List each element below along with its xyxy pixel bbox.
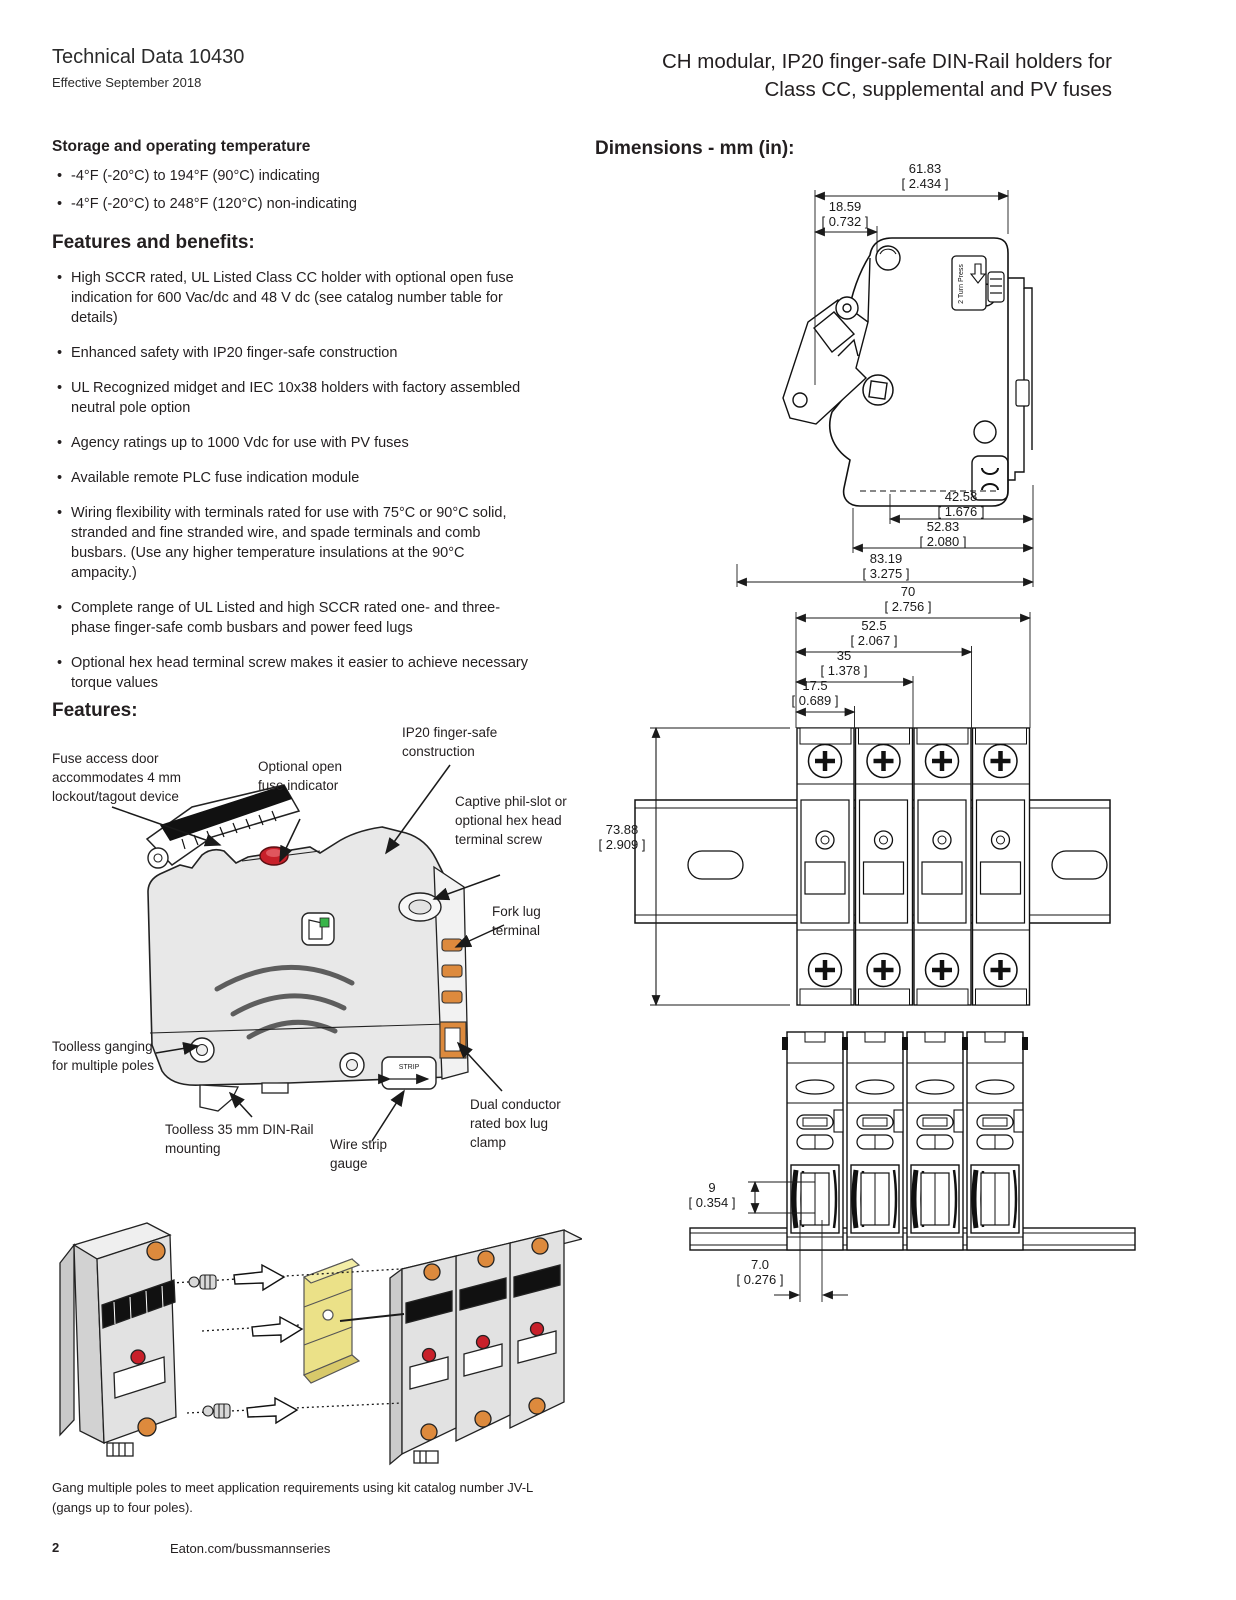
list-item: • Complete range of UL Listed and high SCCR rated one- and three-phase finger-safe comb busbars and power feed lugs <box>71 598 530 638</box>
single-pole-holder <box>60 1223 176 1456</box>
dimensions-heading: Dimensions - mm (in): <box>595 138 795 159</box>
turn-press-text: 2 Turn Press <box>958 264 965 304</box>
list-item: • UL Recognized midget and IEC 10x38 holders with factory assembled neutral pole option <box>71 378 530 418</box>
indicator-icon <box>302 913 334 945</box>
features-diagram <box>52 727 580 1187</box>
dim-door-offset: 18.59 [ 0.732 ] <box>821 199 869 229</box>
features-benefits-list <box>52 268 530 693</box>
ganging-illustration <box>52 1185 582 1475</box>
fuse-holder-modules-bottom <box>782 1032 1028 1250</box>
three-pole-block <box>390 1230 582 1464</box>
label-captive-screw: Captive phil-slot or optional hex head terminal screw <box>455 794 567 848</box>
wire-strip-gauge <box>382 1057 436 1089</box>
label-open-fuse-indicator: Optional open fuse indicator <box>258 759 343 794</box>
label-ip20: IP20 finger-safe construction <box>402 725 498 760</box>
list-item: • -4°F (-20°C) to 194°F (90°C) indicating <box>71 166 532 186</box>
storage-list <box>52 166 532 214</box>
dim-depth-body: 52.83 [ 2.080 ] <box>919 519 967 549</box>
list-item: • Optional hex head terminal screw makes it easier to achieve necessary torque values <box>71 653 530 693</box>
storage-section <box>52 138 532 222</box>
label-din-rail-mounting: Toolless 35 mm DIN-Rail mounting <box>165 1122 314 1157</box>
turn-press-label <box>952 256 986 310</box>
din-rail-profile <box>1008 278 1032 480</box>
ganging-drawing <box>52 1185 582 1475</box>
label-toolless-ganging: Toolless ganging for multiple poles <box>52 1039 155 1074</box>
fork-lug-terminals <box>442 939 462 1003</box>
product-title-line2: Class CC, supplemental and PV fuses <box>764 77 1112 101</box>
dim-depth-inner: 42.58 [ 1.676 ] <box>937 489 985 519</box>
storage-heading: Storage and operating temperature <box>52 138 311 155</box>
list-item: • High SCCR rated, UL Listed Class CC holder with optional open fuse indication for 600 Vac/dc and 48 V dc (see catalog number table for details) <box>71 268 530 328</box>
dim-width-1pole: 17.5 [ 0.689 ] <box>791 678 839 708</box>
dim-width-3pole: 52.5 [ 2.067 ] <box>850 618 898 648</box>
bottom-view-svg <box>590 1015 1145 1320</box>
doc-effective-date: Effective September 2018 <box>52 75 202 90</box>
front-view-drawing <box>590 585 1145 1015</box>
ganging-pin <box>203 1404 230 1418</box>
list-item: • Wiring flexibility with terminals rated for use with 75°C or 90°C solid, stranded and fine stranded wire, and spade terminals and comb busbars. (Use any higher temperature insulations at the 90°C ampacity.) <box>71 503 530 583</box>
strip-gauge-text: STRIP <box>398 1064 420 1071</box>
assembly-arrow <box>234 1265 302 1423</box>
features-heading: Features: <box>52 700 138 721</box>
ganging-pin <box>189 1275 216 1289</box>
list-item: • Agency ratings up to 1000 Vdc for use with PV fuses <box>71 433 530 453</box>
ganging-hole <box>190 1038 214 1062</box>
header-left <box>52 46 244 90</box>
din-rail-piece <box>304 1259 359 1383</box>
product-title-line1: CH modular, IP20 finger-safe DIN-Rail holders for <box>661 50 1112 73</box>
page-number: 2 <box>52 1540 60 1555</box>
square-port <box>863 375 893 405</box>
label-fork-lug: Fork lug terminal <box>492 904 541 939</box>
box-lug-clamp <box>440 1022 466 1058</box>
features-benefits-heading: Features and benefits: <box>52 232 255 253</box>
terminal-screw-recess <box>399 893 441 921</box>
product-title <box>662 48 1112 103</box>
dim-depth-overall: 83.19 [ 3.275 ] <box>862 551 910 581</box>
footer-site-link[interactable]: Eaton.com/bussmannseries <box>170 1541 331 1556</box>
dim-total-width: 61.83 [ 2.434 ] <box>901 161 949 191</box>
doc-title: Technical Data 10430 <box>52 46 245 68</box>
label-box-lug-clamp: Dual conductor rated box lug clamp <box>470 1097 561 1151</box>
dim-height-overall: 73.88 [ 2.909 ] <box>598 822 646 852</box>
dim-lug-width: 7.0 [ 0.276 ] <box>736 1257 784 1287</box>
front-view-svg <box>590 585 1145 1015</box>
list-item: • -4°F (-20°C) to 248°F (120°C) non-indicating <box>71 194 532 214</box>
label-fuse-access-door: Fuse access door accommodates 4 mm lockout/tagout device <box>52 751 182 805</box>
side-view-drawing <box>720 160 1145 600</box>
list-item: • Available remote PLC fuse indication module <box>71 468 530 488</box>
features-benefits-section <box>52 232 530 708</box>
bottom-view-drawing <box>590 1015 1145 1320</box>
ganging-hole <box>340 1053 364 1077</box>
list-item: • Enhanced safety with IP20 finger-safe construction <box>71 343 530 363</box>
dim-width-2pole: 35 [ 1.378 ] <box>820 648 868 678</box>
assembly-lines <box>172 1265 404 1423</box>
latch-knob <box>988 272 1004 302</box>
dim-lug-height: 9 [ 0.354 ] <box>688 1180 736 1210</box>
dim-width-4pole: 70 [ 2.756 ] <box>884 584 932 614</box>
label-wire-strip-gauge: Wire strip gauge <box>330 1137 387 1172</box>
ganging-caption: Gang multiple poles to meet application requirements using kit catalog number JV-L (gangs up to four poles). <box>52 1480 533 1515</box>
din-rail-foot <box>200 1083 288 1111</box>
